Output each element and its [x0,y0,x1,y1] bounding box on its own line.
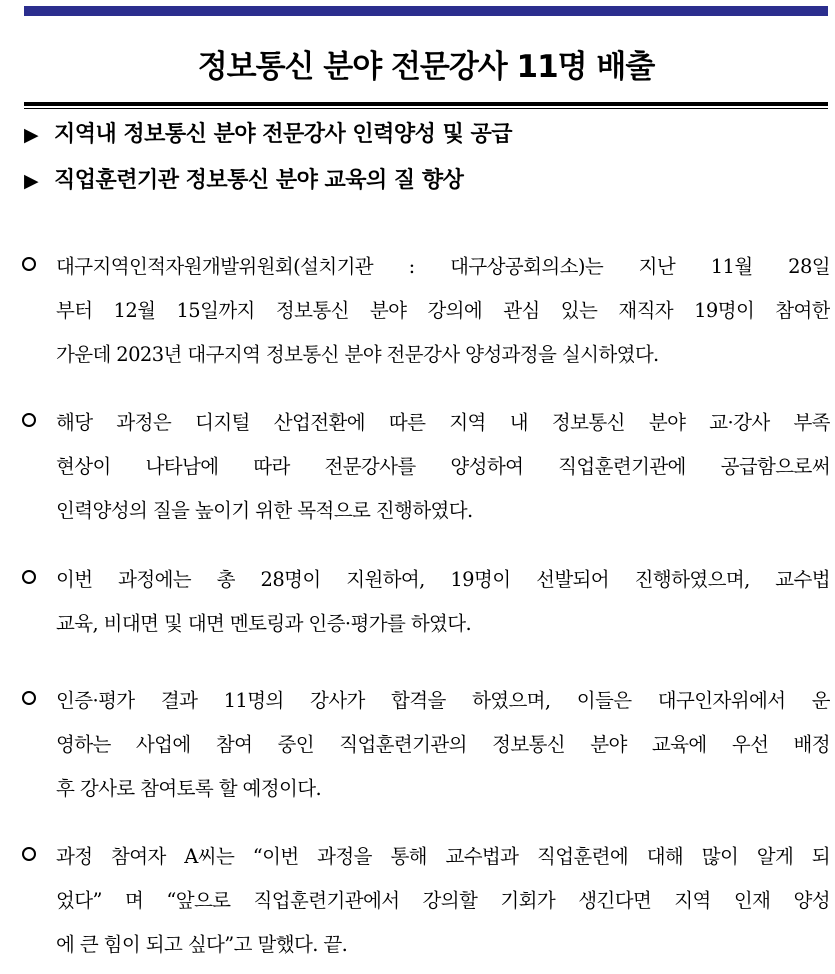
circle-bullet-icon [22,257,36,271]
paragraph-line: 영하는 사업에 참여 중인 직업훈련기관의 정보통신 분야 교육에 우선 배정 [56,733,830,756]
circle-bullet-icon [22,413,36,427]
paragraph-line: 대구지역인적자원개발위원회(설치기관 : 대구상공회의소)는 지난 11월 28일 [56,255,830,278]
paragraph-line: 후 강사로 참여토록 할 예정이다. [56,777,322,800]
highlight-item [24,166,834,196]
circle-bullet-icon [22,691,36,705]
paragraph-line: 현상이 나타남에 따라 전문강사를 양성하여 직업훈련기관에 공급함으로써 [56,455,830,478]
triangle-bullet-icon: ▶ [24,124,39,146]
paragraph-line: 인력양성의 질을 높이기 위한 목적으로 진행하였다. [56,499,473,522]
body-paragraph [22,686,830,818]
title-divider-thin [24,108,828,109]
title-divider-thick [24,102,828,106]
paragraph-line: 가운데 2023년 대구지역 정보통신 분야 전문강사 양성과정을 실시하였다. [56,343,659,366]
page-title: 정보통신 분야 전문강사 11명 배출 [197,49,655,85]
paragraph-line: 교육, 비대면 및 대면 멘토링과 인증·평가를 하였다. [56,612,472,635]
paragraph-line: 었다” 며 “앞으로 직업훈련기관에서 강의할 기회가 생긴다면 지역 인재 양성 [56,889,830,912]
circle-bullet-icon [22,847,36,861]
circle-bullet-icon [22,570,36,584]
paragraph-line: 과정 참여자 A씨는 “이번 과정을 통해 교수법과 직업훈련에 대해 많이 알게 되 [56,845,830,868]
paragraph-line: 인증·평가 결과 11명의 강사가 합격을 하였으며, 이들은 대구인자위에서 운 [56,689,830,712]
paragraph-line: 이번 과정에는 총 28명이 지원하여, 19명이 선발되어 진행하였으며, 교수법 [56,568,830,591]
body-paragraph [22,408,830,540]
paragraph-line: 부터 12월 15일까지 정보통신 분야 강의에 관심 있는 재직자 19명이 참여한 [56,299,830,322]
body-paragraph [22,565,830,653]
header-accent-bar [24,6,828,16]
highlight-text: 지역내 정보통신 분야 전문강사 인력양성 및 공급 [54,122,512,147]
paragraph-line: 에 큰 힘이 되고 싶다”고 말했다. 끝. [56,933,348,956]
paragraph-line: 해당 과정은 디지털 산업전환에 따른 지역 내 정보통신 분야 교·강사 부족 [56,411,830,434]
highlight-text: 직업훈련기관 정보통신 분야 교육의 질 향상 [54,168,464,193]
triangle-bullet-icon: ▶ [24,170,39,192]
highlight-item [24,120,834,150]
body-paragraph [22,252,830,384]
body-paragraph [22,842,830,974]
